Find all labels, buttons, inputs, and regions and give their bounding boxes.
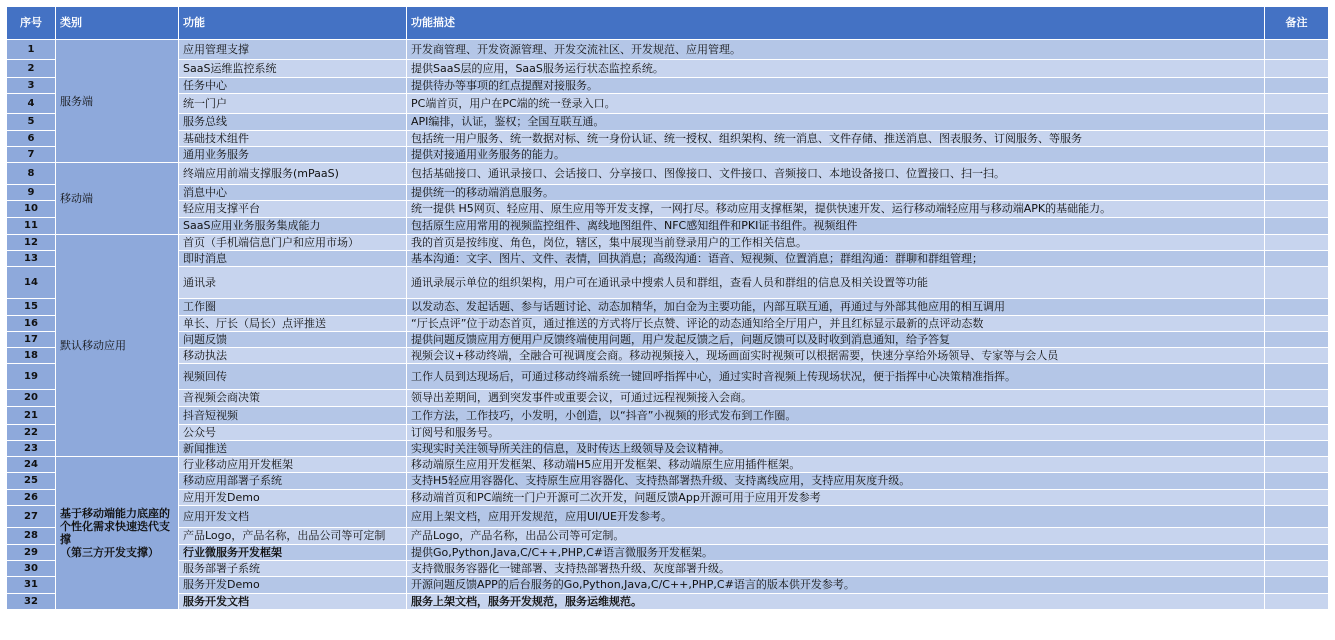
row-number[interactable]: 22 <box>7 425 56 441</box>
function-cell[interactable]: 消息中心 <box>179 185 407 201</box>
row-number[interactable]: 11 <box>7 218 56 235</box>
note-cell[interactable] <box>1265 457 1329 473</box>
description-cell[interactable]: 产品Logo，产品名称，出品公司等可定制。 <box>407 528 1265 545</box>
function-cell[interactable]: 工作圈 <box>179 299 407 316</box>
row-number[interactable]: 30 <box>7 561 56 577</box>
row-number[interactable]: 31 <box>7 577 56 594</box>
row-number[interactable]: 10 <box>7 201 56 218</box>
table-row <box>7 407 1329 425</box>
description-cell[interactable]: 我的首页是按纬度、角色，岗位，辖区，集中展现当前登录用户的工作相关信息。 <box>407 235 1265 251</box>
table-row <box>7 390 1329 407</box>
function-cell[interactable]: 单长、厅长（局长）点评推送 <box>179 316 407 332</box>
description-cell[interactable]: 以发动态、发起话题、参与话题讨论、动态加精华，加白金为主要功能，内部互联互通，再通过与外部其他应用的相互调用 <box>407 299 1265 316</box>
description-cell[interactable]: 移动端首页和PC端统一门户开源可二次开发，问题反馈App开源可用于应用开发参考 <box>407 490 1265 506</box>
table-row <box>7 561 1329 577</box>
note-cell[interactable] <box>1265 94 1329 114</box>
row-number[interactable]: 1 <box>7 40 56 60</box>
function-cell[interactable]: 任务中心 <box>179 78 407 94</box>
function-cell[interactable]: SaaS运维监控系统 <box>179 60 407 78</box>
function-cell[interactable]: 公众号 <box>179 425 407 441</box>
description-cell[interactable]: 开源问题反馈APP的后台服务的Go,Python,Java,C/C++,PHP,C#语言的版本供开发参考。 <box>407 577 1265 594</box>
row-number[interactable]: 25 <box>7 473 56 490</box>
description-cell[interactable]: 包括基础接口、通讯录接口、会话接口、分享接口、图像接口、文件接口、音频接口、本地设备接口、位置接口、扫一扫。 <box>407 163 1265 185</box>
table-row <box>7 316 1329 332</box>
note-cell[interactable] <box>1265 473 1329 490</box>
note-cell[interactable] <box>1265 299 1329 316</box>
description-cell[interactable]: 视频会议+移动终端，全融合可视调度会商。移动视频接入，现场画面实时视频可以根据需要，快速分享给外场领导、专家等与会人员 <box>407 348 1265 364</box>
function-cell[interactable]: 服务开发Demo <box>179 577 407 594</box>
feature-table <box>6 6 1329 610</box>
table-body <box>7 40 1329 610</box>
description-cell[interactable]: 包括统一用户服务、统一数据对标、统一身份认证、统一授权、组织架构、统一消息、文件存储、推送消息、图表服务、订阅服务、等服务 <box>407 131 1265 147</box>
header-description[interactable]: 功能描述 <box>407 7 1265 40</box>
description-cell[interactable]: 支持微服务容器化一键部署、支持热部署热升级、灰度部署升级。 <box>407 561 1265 577</box>
note-cell[interactable] <box>1265 163 1329 185</box>
note-cell[interactable] <box>1265 561 1329 577</box>
description-cell[interactable]: PC端首页，用户在PC端的统一登录入口。 <box>407 94 1265 114</box>
function-cell[interactable]: 基础技术组件 <box>179 131 407 147</box>
description-cell[interactable]: 工作方法，工作技巧，小发明，小创造，以“抖音”小视频的形式发布到工作圈。 <box>407 407 1265 425</box>
note-cell[interactable] <box>1265 78 1329 94</box>
function-cell[interactable]: 终端应用前端支撑服务(mPaaS) <box>179 163 407 185</box>
note-cell[interactable] <box>1265 364 1329 390</box>
function-cell[interactable]: 抖音短视频 <box>179 407 407 425</box>
row-number[interactable]: 32 <box>7 594 56 610</box>
note-cell[interactable] <box>1265 60 1329 78</box>
function-cell[interactable]: 行业微服务开发框架 <box>179 545 407 561</box>
header-function[interactable]: 功能 <box>179 7 407 40</box>
table-row <box>7 94 1329 114</box>
note-cell[interactable] <box>1265 267 1329 299</box>
table-row <box>7 441 1329 457</box>
function-cell[interactable]: 首页（手机端信息门户和应用市场） <box>179 235 407 251</box>
function-cell[interactable]: 统一门户 <box>179 94 407 114</box>
row-number[interactable]: 12 <box>7 235 56 251</box>
note-cell[interactable] <box>1265 131 1329 147</box>
function-cell[interactable]: 音视频会商决策 <box>179 390 407 407</box>
table-row <box>7 348 1329 364</box>
row-number[interactable]: 6 <box>7 131 56 147</box>
note-cell[interactable] <box>1265 114 1329 131</box>
table-row <box>7 577 1329 594</box>
row-number[interactable]: 15 <box>7 299 56 316</box>
description-cell[interactable]: 开发商管理、开发资源管理、开发交流社区、开发规范、应用管理。 <box>407 40 1265 60</box>
note-cell[interactable] <box>1265 316 1329 332</box>
row-number[interactable]: 24 <box>7 457 56 473</box>
description-cell[interactable]: 领导出差期间，遇到突发事件或重要会议，可通过远程视频接入会商。 <box>407 390 1265 407</box>
row-number[interactable]: 23 <box>7 441 56 457</box>
row-number[interactable]: 20 <box>7 390 56 407</box>
table-row <box>7 594 1329 610</box>
description-cell[interactable]: API编排，认证，鉴权；全国互联互通。 <box>407 114 1265 131</box>
row-number[interactable]: 9 <box>7 185 56 201</box>
note-cell[interactable] <box>1265 490 1329 506</box>
row-number[interactable]: 2 <box>7 60 56 78</box>
note-cell[interactable] <box>1265 40 1329 60</box>
table-row <box>7 457 1329 473</box>
row-number[interactable]: 4 <box>7 94 56 114</box>
note-cell[interactable] <box>1265 407 1329 425</box>
table-row <box>7 114 1329 131</box>
description-cell[interactable]: 提供SaaS层的应用，SaaS服务运行状态监控系统。 <box>407 60 1265 78</box>
description-cell[interactable]: 服务上架文档，服务开发规范，服务运维规范。 <box>407 594 1265 610</box>
note-cell[interactable] <box>1265 545 1329 561</box>
function-cell[interactable]: 问题反馈 <box>179 332 407 348</box>
function-cell[interactable]: 应用开发文档 <box>179 506 407 528</box>
function-cell[interactable]: 通用业务服务 <box>179 147 407 163</box>
description-cell[interactable]: 实现实时关注领导所关注的信息，及时传达上级领导及会议精神。 <box>407 441 1265 457</box>
row-number[interactable]: 14 <box>7 267 56 299</box>
row-number[interactable]: 28 <box>7 528 56 545</box>
note-cell[interactable] <box>1265 528 1329 545</box>
function-cell[interactable]: 轻应用支撑平台 <box>179 201 407 218</box>
table-row <box>7 60 1329 78</box>
table-row <box>7 528 1329 545</box>
row-number[interactable]: 26 <box>7 490 56 506</box>
description-cell[interactable]: 工作人员到达现场后，可通过移动终端系统一键回呼指挥中心，通过实时音视频上传现场状况，便于指挥中心决策精准指挥。 <box>407 364 1265 390</box>
description-cell[interactable]: 应用上架文档，应用开发规范，应用UI/UE开发参考。 <box>407 506 1265 528</box>
description-cell[interactable]: 提供对接通用业务服务的能力。 <box>407 147 1265 163</box>
row-number[interactable]: 17 <box>7 332 56 348</box>
note-cell[interactable] <box>1265 147 1329 163</box>
row-number[interactable]: 29 <box>7 545 56 561</box>
row-number[interactable]: 27 <box>7 506 56 528</box>
table-row <box>7 218 1329 235</box>
note-cell[interactable] <box>1265 441 1329 457</box>
note-cell[interactable] <box>1265 235 1329 251</box>
row-number[interactable]: 16 <box>7 316 56 332</box>
table-row <box>7 506 1329 528</box>
table-row <box>7 364 1329 390</box>
table-row <box>7 490 1329 506</box>
row-number[interactable]: 3 <box>7 78 56 94</box>
function-cell[interactable]: 移动应用部署子系统 <box>179 473 407 490</box>
description-cell[interactable]: 包括原生应用常用的视频监控组件、离线地图组件、NFC感知组件和PKI证书组件。视频组件 <box>407 218 1265 235</box>
table-row <box>7 235 1329 251</box>
table-row <box>7 78 1329 94</box>
table-row <box>7 425 1329 441</box>
table-row <box>7 131 1329 147</box>
table-row <box>7 147 1329 163</box>
note-cell[interactable] <box>1265 201 1329 218</box>
function-cell[interactable]: 应用开发Demo <box>179 490 407 506</box>
function-cell[interactable]: 移动执法 <box>179 348 407 364</box>
row-number[interactable]: 5 <box>7 114 56 131</box>
table-row <box>7 40 1329 60</box>
note-cell[interactable] <box>1265 348 1329 364</box>
note-cell[interactable] <box>1265 425 1329 441</box>
table-row <box>7 163 1329 185</box>
category-cell[interactable]: 服务端 <box>56 40 179 163</box>
function-cell[interactable]: 服务总线 <box>179 114 407 131</box>
table-row <box>7 473 1329 490</box>
note-cell[interactable] <box>1265 332 1329 348</box>
function-cell[interactable]: 服务开发文档 <box>179 594 407 610</box>
header-no[interactable]: 序号 <box>7 7 56 40</box>
row-number[interactable]: 7 <box>7 147 56 163</box>
description-cell[interactable]: 提供Go,Python,Java,C/C++,PHP,C#语言微服务开发框架。 <box>407 545 1265 561</box>
note-cell[interactable] <box>1265 506 1329 528</box>
note-cell[interactable] <box>1265 218 1329 235</box>
table-row <box>7 299 1329 316</box>
description-cell[interactable]: 订阅号和服务号。 <box>407 425 1265 441</box>
category-cell[interactable]: 移动端 <box>56 163 179 235</box>
table-row <box>7 267 1329 299</box>
note-cell[interactable] <box>1265 594 1329 610</box>
table-row <box>7 201 1329 218</box>
header-row <box>7 7 1329 40</box>
table-row <box>7 332 1329 348</box>
function-cell[interactable]: 新闻推送 <box>179 441 407 457</box>
note-cell[interactable] <box>1265 185 1329 201</box>
note-cell[interactable] <box>1265 251 1329 267</box>
row-number[interactable]: 19 <box>7 364 56 390</box>
description-cell[interactable]: “厅长点评”位于动态首页，通过推送的方式将厅长点赞、评论的动态通知给全厅用户，并且红标显示最新的点评动态数 <box>407 316 1265 332</box>
description-cell[interactable]: 基本沟通：文字、图片、文件、表情，回执消息；高级沟通：语音、短视频、位置消息；群组沟通：群聊和群组管理； <box>407 251 1265 267</box>
table-row <box>7 251 1329 267</box>
function-cell[interactable]: 通讯录 <box>179 267 407 299</box>
description-cell[interactable]: 提供待办等事项的红点提醒对接服务。 <box>407 78 1265 94</box>
row-number[interactable]: 18 <box>7 348 56 364</box>
note-cell[interactable] <box>1265 390 1329 407</box>
description-cell[interactable]: 移动端原生应用开发框架、移动端H5应用开发框架、移动端原生应用插件框架。 <box>407 457 1265 473</box>
function-cell[interactable]: SaaS应用业务服务集成能力 <box>179 218 407 235</box>
row-number[interactable]: 21 <box>7 407 56 425</box>
description-cell[interactable]: 支持H5轻应用容器化、支持原生应用容器化、支持热部署热升级、支持离线应用，支持应用灰度升级。 <box>407 473 1265 490</box>
header-category[interactable]: 类别 <box>56 7 179 40</box>
category-cell[interactable]: 默认移动应用 <box>56 235 179 457</box>
function-cell[interactable]: 即时消息 <box>179 251 407 267</box>
row-number[interactable]: 13 <box>7 251 56 267</box>
function-cell[interactable]: 行业移动应用开发框架 <box>179 457 407 473</box>
table-row <box>7 545 1329 561</box>
row-number[interactable]: 8 <box>7 163 56 185</box>
function-cell[interactable]: 产品Logo，产品名称，出品公司等可定制 <box>179 528 407 545</box>
function-cell[interactable]: 应用管理支撑 <box>179 40 407 60</box>
function-cell[interactable]: 视频回传 <box>179 364 407 390</box>
description-cell[interactable]: 提供统一的移动端消息服务。 <box>407 185 1265 201</box>
category-cell[interactable]: 基于移动端能力底座的个性化需求快速迭代支撑 （第三方开发支撑） <box>56 457 179 610</box>
note-cell[interactable] <box>1265 577 1329 594</box>
header-note[interactable]: 备注 <box>1265 7 1329 40</box>
description-cell[interactable]: 通讯录展示单位的组织架构，用户可在通讯录中搜索人员和群组，查看人员和群组的信息及相关设置等功能 <box>407 267 1265 299</box>
table-row <box>7 185 1329 201</box>
description-cell[interactable]: 提供问题反馈应用方便用户反馈终端使用问题，用户发起反馈之后，问题反馈可以及时收到消息通知，给予答复 <box>407 332 1265 348</box>
function-cell[interactable]: 服务部署子系统 <box>179 561 407 577</box>
description-cell[interactable]: 统一提供 H5网页、轻应用、原生应用等开发支撑，一网打尽。移动应用支撑框架，提供快速开发、运行移动端轻应用与移动端APK的基础能力。 <box>407 201 1265 218</box>
